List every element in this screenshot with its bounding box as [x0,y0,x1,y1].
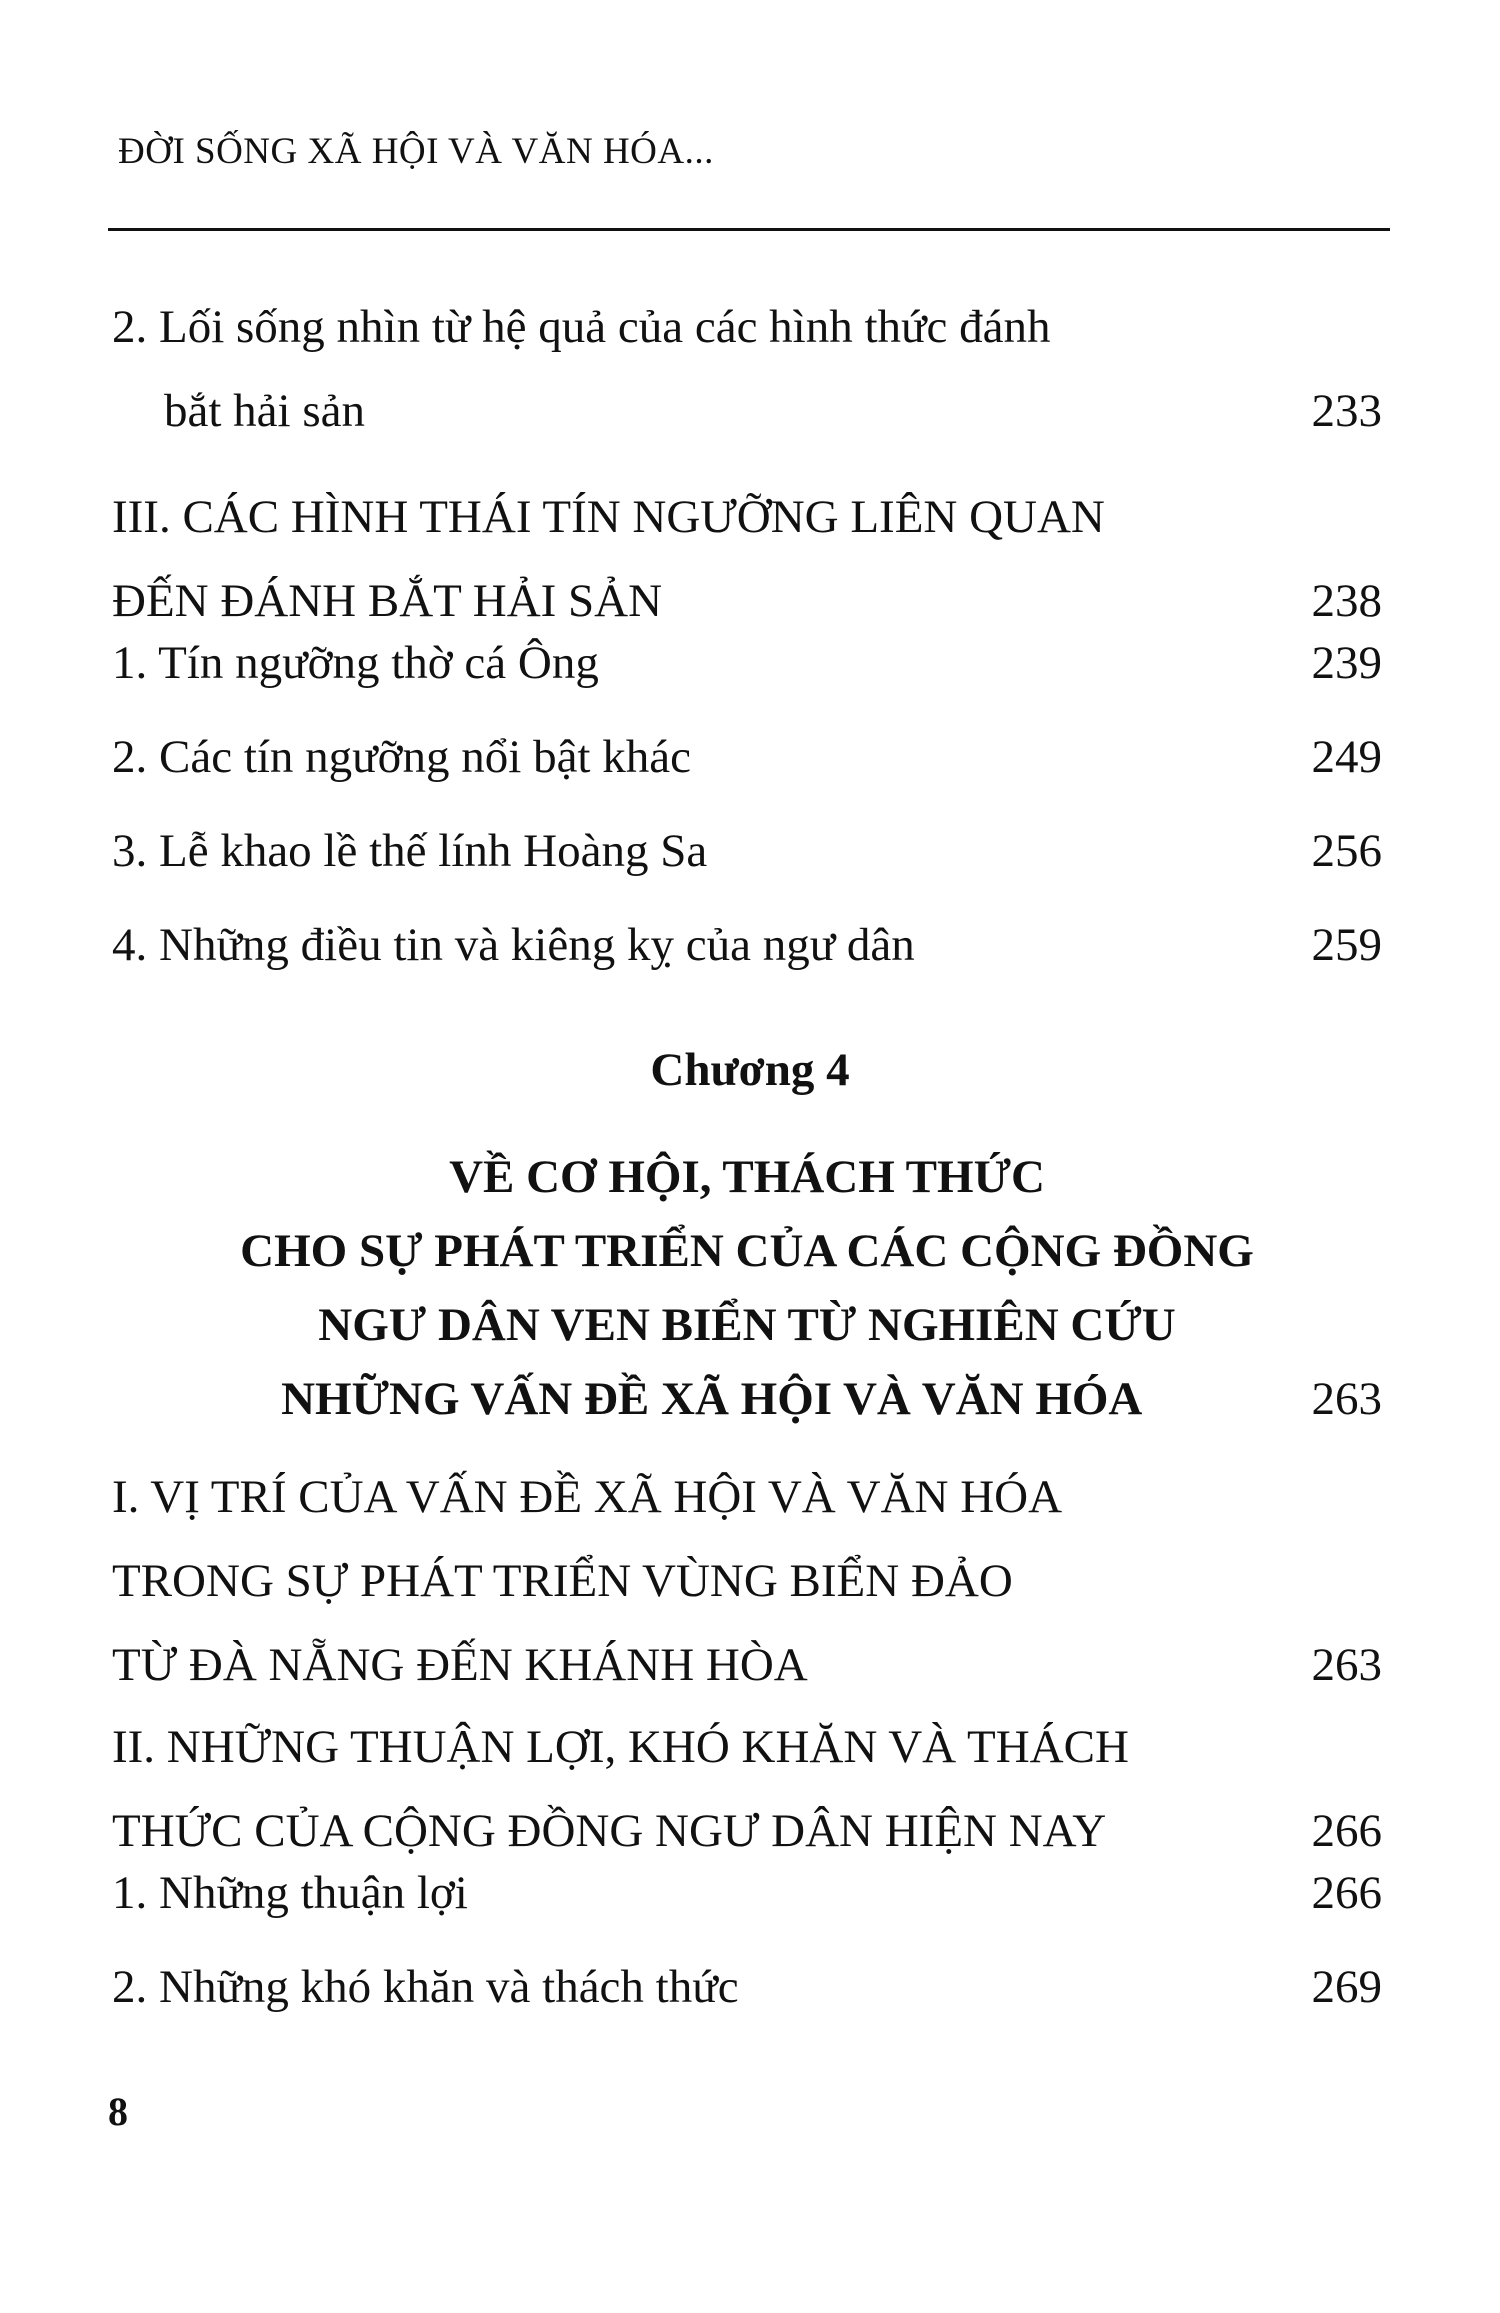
toc-entry-text: TỪ ĐÀ NẴNG ĐẾN KHÁNH HÒA [112,1639,808,1691]
toc-page-number: 263 [1311,1639,1382,1691]
toc-entry-text: 2. Lối sống nhìn từ hệ quả của các hình thức đánh [112,301,1051,353]
toc-entry-text: 4. Những điều tin và kiêng kỵ của ngư dân [112,919,915,971]
toc-page-number: 269 [1311,1961,1382,2013]
toc-entry-text: III. CÁC HÌNH THÁI TÍN NGƯỠNG LIÊN QUAN [112,491,1105,543]
toc-entry-text: I. VỊ TRÍ CỦA VẤN ĐỀ XÃ HỘI VÀ VĂN HÓA [112,1471,1063,1523]
toc-page-number: 263 [1311,1373,1382,1425]
toc-entry-text: ĐẾN ĐÁNH BẮT HẢI SẢN [112,575,663,627]
toc-entry-text: bắt hải sản [164,385,365,437]
toc-entry-text: THỨC CỦA CỘNG ĐỒNG NGƯ DÂN HIỆN NAY [112,1805,1107,1857]
toc-entry-text: 2. Những khó khăn và thách thức [112,1961,739,2013]
toc-entry [112,475,1382,643]
page-number: 8 [108,2089,128,2134]
chapter-label: Chương 4 [650,1044,850,1096]
header-rule [108,228,1390,231]
toc-entry-text: 1. Tín ngưỡng thờ cá Ông [112,637,599,689]
toc-page-number: 233 [1311,385,1382,437]
toc-entry [112,1705,1382,1873]
toc-entry-text: TRONG SỰ PHÁT TRIỂN VÙNG BIỂN ĐẢO [112,1555,1013,1607]
chapter-title-line: CHO SỰ PHÁT TRIỂN CỦA CÁC CỘNG ĐỒNG [240,1225,1254,1277]
chapter-title-line: VỀ CƠ HỘI, THÁCH THỨC [449,1151,1045,1203]
toc-entry-text: II. NHỮNG THUẬN LỢI, KHÓ KHĂN VÀ THÁCH [112,1721,1129,1773]
chapter-title-line: NHỮNG VẤN ĐỀ XÃ HỘI VÀ VĂN HÓA [281,1373,1143,1425]
toc-page-number: 266 [1311,1805,1382,1857]
chapter-title-line: NGƯ DÂN VEN BIỂN TỪ NGHIÊN CỨU [318,1299,1176,1351]
chapter-title [112,1140,1382,1436]
toc-entry [112,715,1382,799]
toc-entry [112,621,1382,705]
toc-entry [112,903,1382,987]
running-header: ĐỜI SỐNG XÃ HỘI VÀ VĂN HÓA... [118,131,714,172]
toc-page-number: 266 [1311,1867,1382,1919]
toc-page-number: 238 [1311,575,1382,627]
toc-page-number: 256 [1311,825,1382,877]
toc-entry-text: 1. Những thuận lợi [112,1867,468,1919]
toc-entry [112,1455,1382,1707]
toc-entry [112,1945,1382,2029]
toc-entry-text: 3. Lễ khao lề thế lính Hoàng Sa [112,825,708,877]
toc-entry [112,285,1382,453]
toc-entry [112,1851,1382,1935]
toc-page-number: 249 [1311,731,1382,783]
toc-page-number: 259 [1311,919,1382,971]
toc-entry-text: 2. Các tín ngưỡng nổi bật khác [112,731,691,783]
toc-page-number: 239 [1311,637,1382,689]
toc-entry [112,809,1382,893]
